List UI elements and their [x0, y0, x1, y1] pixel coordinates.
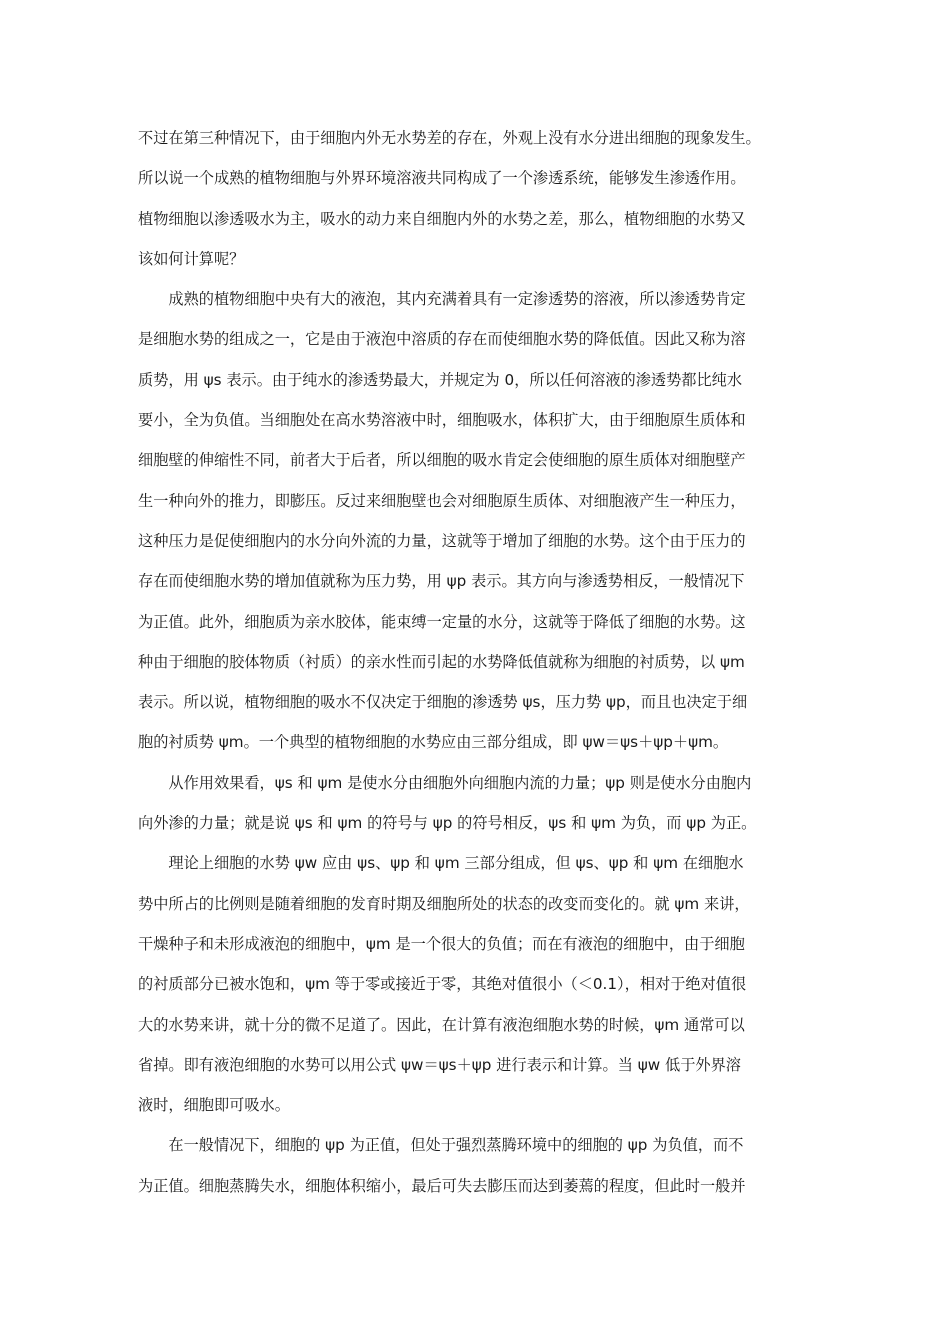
text-line: 是细胞水势的组成之一，它是由于液泡中溶质的存在而使细胞水势的降低值。因此又称为溶 [138, 330, 746, 349]
text-line: 液时，细胞即可吸水。 [138, 1096, 290, 1115]
text-line: 细胞壁的伸缩性不同，前者大于后者，所以细胞的吸水肯定会使细胞的原生质体对细胞壁产 [138, 451, 746, 470]
text-line: 成熟的植物细胞中央有大的液泡，其内充满着具有一定渗透势的溶液，所以渗透势肯定 [138, 290, 746, 309]
document-body [138, 118, 818, 1206]
text-line: 要小，全为负值。当细胞处在高水势溶液中时，细胞吸水，体积扩大，由于细胞原生质体和 [138, 411, 746, 430]
text-line: 干燥种子和未形成液泡的细胞中，ψm 是一个很大的负值；而在有液泡的细胞中，由于细胞 [138, 934, 745, 953]
text-line: 不过在第三种情况下，由于细胞内外无水势差的存在，外观上没有水分进出细胞的现象发生。 [138, 129, 761, 147]
text-line: 从作用效果看，ψs 和 ψm 是使水分由细胞外向细胞内流的力量；ψp 则是使水分由胞内 [138, 773, 752, 792]
text-line: 向外渗的力量；就是说 ψs 和 ψm 的符号与 ψp 的符号相反，ψs 和 ψm 为负，而 ψp 为正。 [138, 814, 757, 833]
text-line: 种由于细胞的胶体物质（衬质）的亲水性而引起的水势降低值就称为细胞的衬质势，以 ψm [138, 652, 745, 671]
text-line: 为正值。此外，细胞质为亲水胶体，能束缚一定量的水分，这就等于降低了细胞的水势。这 [138, 612, 746, 631]
text-line: 在一般情况下，细胞的 ψp 为正值，但处于强烈蒸腾环境中的细胞的 ψp 为负值，而不 [138, 1136, 744, 1155]
text-line: 为正值。细胞蒸腾失水，细胞体积缩小，最后可失去膨压而达到萎蔫的程度，但此时一般并 [138, 1176, 746, 1195]
text-line: 大的水势来讲，就十分的微不足道了。因此，在计算有液泡细胞水势的时候，ψm 通常可以 [138, 1015, 745, 1034]
text-line: 省掉。即有液泡细胞的水势可以用公式 ψw＝ψs＋ψp 进行表示和计算。当 ψw 低于外界溶 [138, 1055, 741, 1074]
text-line: 存在而使细胞水势的增加值就称为压力势，用 ψp 表示。其方向与渗透势相反，一般情况下 [138, 572, 745, 591]
text-line: 的衬质部分已被水饱和，ψm 等于零或接近于零，其绝对值很小（＜0.1），相对于绝对值很 [138, 975, 747, 994]
text-line: 生一种向外的推力，即膨压。反过来细胞壁也会对细胞原生质体、对细胞液产生一种压力， [138, 491, 746, 510]
text-line: 该如何计算呢？ [138, 249, 245, 268]
text-line: 理论上细胞的水势 ψw 应由 ψs、ψp 和 ψm 三部分组成，但 ψs、ψp 和 ψm 在细胞水 [138, 854, 744, 873]
text-line: 植物细胞以渗透吸水为主，吸水的动力来自细胞内外的水势之差，那么，植物细胞的水势又 [138, 209, 746, 228]
text-line: 势中所占的比例则是随着细胞的发育时期及细胞所处的状态的改变而变化的。就 ψm 来讲， [138, 894, 750, 913]
text-line: 表示。所以说，植物细胞的吸水不仅决定于细胞的渗透势 ψs，压力势 ψp，而且也决定于细 [138, 693, 748, 712]
text-line: 这种压力是促使细胞内的水分向外流的力量，这就等于增加了细胞的水势。这个由于压力的 [138, 531, 746, 550]
text-line: 质势，用 ψs 表示。由于纯水的渗透势最大，并规定为 0，所以任何溶液的渗透势都比纯水 [138, 370, 743, 389]
text-line: 所以说一个成熟的植物细胞与外界环境溶液共同构成了一个渗透系统，能够发生渗透作用。 [138, 169, 746, 188]
text-line: 胞的衬质势 ψm。一个典型的植物细胞的水势应由三部分组成，即 ψw＝ψs＋ψp＋ψm。 [138, 733, 729, 752]
